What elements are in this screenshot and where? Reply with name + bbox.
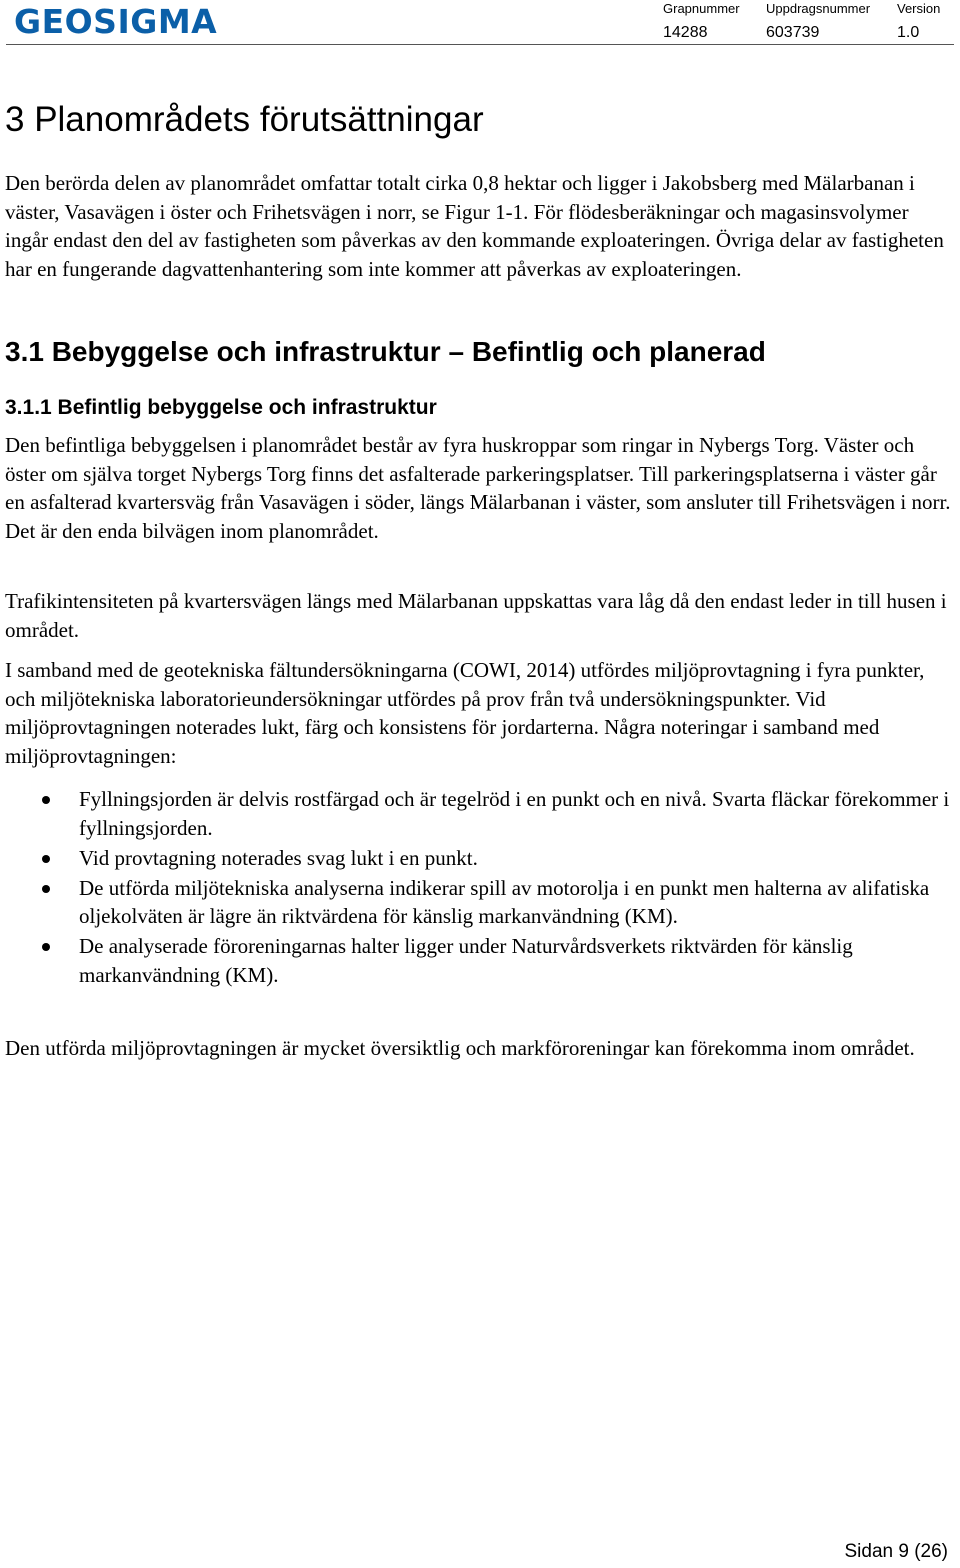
version-value: 1.0 <box>897 24 920 41</box>
list-item <box>0 785 950 842</box>
uppdragsnummer-value: 603739 <box>766 24 820 41</box>
list-item <box>0 932 950 989</box>
page-header <box>0 0 960 48</box>
paragraph-existing-buildings: Den befintliga bebyggelsen i planområdet består av fyra huskroppar som ringar in Nybergs Torg. Väster och öster om själva torget Nybergs Torg finns det asfalterade parkeringsplatser. Till parkeringsplatserna i väster går en asfalterad kvartersväg från Vasavägen i söder, längs Mälarbanan i väster, som ansluter till Frihetsvägen i norr. Det är den enda bilvägen inom planområdet. <box>5 433 951 543</box>
bullet-icon <box>42 943 50 951</box>
list-item-text: De utförda miljötekniska analyserna indikerar spill av motorolja i en punkt men halterna av alifatiska oljekolväten är lägre än riktvärdena för känslig markanvändning (KM). <box>79 875 930 929</box>
subsubsection-heading: 3.1.1 Befintlig bebyggelse och infrastruktur <box>5 396 437 419</box>
paragraph-sampling: I samband med de geotekniska fältundersökningarna (COWI, 2014) utfördes miljöprovtagning i fyra punkter, och miljötekniska laboratorieundersökningar utfördes på prov från två undersökningspunkter. Vid miljöprovtagningen noterades lukt, färg och konsistens för jordarterna. Några noteringar i samband med miljöprovtagningen: <box>5 658 925 768</box>
list-item-text: Vid provtagning noterades svag lukt i en punkt. <box>79 845 478 870</box>
bullet-icon <box>42 885 50 893</box>
list-item <box>0 874 950 931</box>
closing-paragraph: Den utförda miljöprovtagningen är mycket översiktlig och markföroreningar kan förekomma inom området. <box>5 1036 915 1060</box>
list-item-text: De analyserade föroreningarnas halter ligger under Naturvårdsverkets riktvärden för känslig markanvändning (KM). <box>79 934 853 988</box>
section-heading: 3 Planområdets förutsättningar <box>5 100 484 139</box>
uppdragsnummer-label: Uppdragsnummer <box>766 1 871 16</box>
list-item-text: Fyllningsjorden är delvis rostfärgad och är tegelröd i en punkt och en nivå. Svarta fläckar förekommer i fyllningsjorden. <box>79 787 950 840</box>
intro-paragraph: Den berörda delen av planområdet omfattar totalt cirka 0,8 hektar och ligger i Jakobsberg med Mälarbanan i väster, Vasavägen i öster och Frihetsvägen i norr, se Figur 1-1. För flödesberäkningar och magasinsvolymer ingår endast den del av fastigheten som påverkas av den kommande exploateringen. Övriga delar av fastigheten har en fungerande dagvattenhantering som inte kommer att påverkas av exploateringen. <box>5 171 944 281</box>
list-item <box>0 844 950 873</box>
bullet-icon <box>42 855 50 863</box>
header-divider <box>6 44 954 45</box>
bullet-icon <box>42 796 50 804</box>
sampling-notes-list <box>0 785 950 991</box>
grapnummer-value: 14288 <box>663 24 708 41</box>
subsection-heading: 3.1 Bebyggelse och infrastruktur – Befintlig och planerad <box>5 336 766 367</box>
geosigma-logo: GEOSIGMA <box>14 2 218 41</box>
version-label: Version <box>897 1 941 16</box>
paragraph-traffic: Trafikintensiteten på kvartersvägen längs med Mälarbanan uppskattas vara låg då den endast leder in till husen i området. <box>5 589 947 642</box>
page-number: Sidan 9 (26) <box>844 1541 948 1562</box>
grapnummer-label: Grapnummer <box>663 1 740 16</box>
